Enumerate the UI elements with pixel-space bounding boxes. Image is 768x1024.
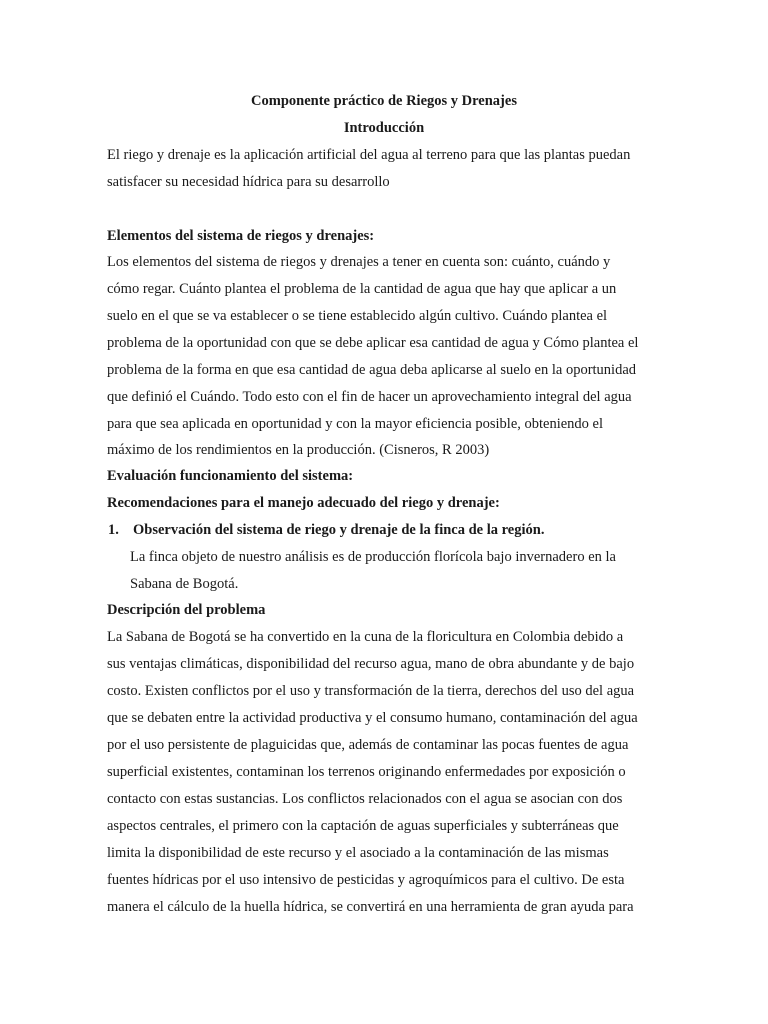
elements-line: problema de la forma en que esa cantidad de agua deba aplicarse al suelo en la oportunidad [107,362,637,378]
problem-line: manera el cálculo de la huella hídrica, se convertirá en una herramienta de gran ayuda para [107,899,634,915]
elements-line: cómo regar. Cuánto plantea el problema de la cantidad de agua que hay que aplicar a un [107,281,617,297]
elements-line: suelo en el que se va establecer o se tiene establecido algún cultivo. Cuándo plantea el [107,308,608,324]
elements-line: problema de la oportunidad con que se debe aplicar esa cantidad de agua y Cómo plantea el [107,335,639,351]
problem-line: que se debaten entre la actividad productiva y el consumo humano, contaminación del agua [107,710,638,726]
problem-line: limita la disponibilidad de este recurso y el asociado a la contaminación de las mismas [107,845,609,861]
recommendations-heading: Recomendaciones para el manejo adecuado del riego y drenaje: [107,495,500,511]
problem-line: fuentes hídricas por el uso intensivo de pesticidas y agroquímicos para el cultivo. De esta [107,872,625,888]
problem-line: La Sabana de Bogotá se ha convertido en la cuna de la floricultura en Colombia debido a [107,629,624,645]
elements-line: Los elementos del sistema de riegos y drenajes a tener en cuenta son: cuánto, cuándo y [107,254,611,270]
problem-line: sus ventajas climáticas, disponibilidad del recurso agua, mano de obra abundante y de bajo [107,656,635,672]
elements-line: que definió el Cuándo. Todo esto con el fin de hacer un aprovechamiento integral del agua [107,389,632,405]
evaluation-heading: Evaluación funcionamiento del sistema: [107,468,354,484]
list-item-title: Observación del sistema de riego y drenaje de la finca de la región. [133,522,545,538]
problem-line: contacto con estas sustancias. Los conflictos relacionados con el agua se asocian con dos [107,791,623,807]
problem-line: por el uso persistente de plaguicidas que, además de contaminar las pocas fuentes de agua [107,737,629,753]
document-title: Componente práctico de Riegos y Drenajes [251,93,517,109]
intro-line: satisfacer su necesidad hídrica para su desarrollo [107,174,390,190]
elements-heading: Elementos del sistema de riegos y drenajes: [107,228,375,244]
problem-heading: Descripción del problema [107,602,266,618]
elements-line: máximo de los rendimientos en la producción. (Cisneros, R 2003) [107,442,490,458]
list-item-line: Sabana de Bogotá. [130,576,239,592]
problem-line: aspectos centrales, el primero con la captación de aguas superficiales y subterráneas que [107,818,619,834]
list-item-number: 1. [108,522,119,538]
elements-line: para que sea aplicada en oportunidad y con la mayor eficiencia posible, obteniendo el [107,416,604,432]
intro-heading: Introducción [343,120,425,136]
problem-line: superficial existentes, contaminan los terrenos originando enfermedades por exposición o [107,764,626,780]
list-item-line: La finca objeto de nuestro análisis es de producción florícola bajo invernadero en la [130,549,616,565]
intro-line: El riego y drenaje es la aplicación artificial del agua al terreno para que las plantas puedan [107,147,631,163]
problem-line: costo. Existen conflictos por el uso y transformación de la tierra, derechos del uso del agua [107,683,635,699]
